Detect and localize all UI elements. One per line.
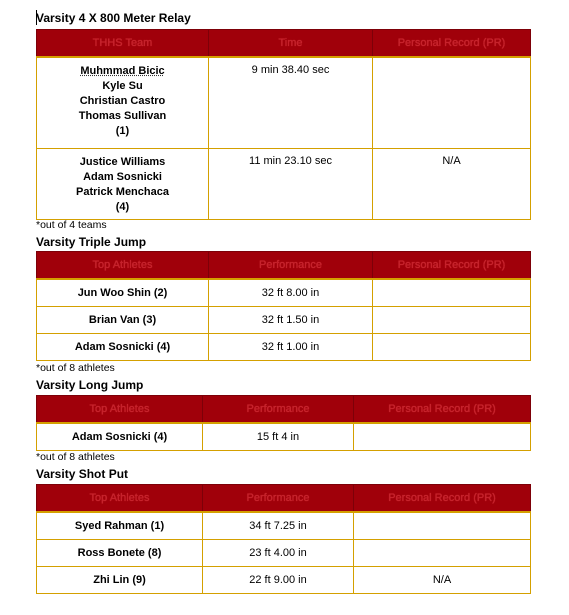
pr-cell [373, 333, 531, 360]
relay-time-cell: 9 min 38.40 sec [209, 57, 373, 148]
table-row [37, 539, 531, 566]
shot-put-header-row [37, 485, 531, 513]
long-jump-title: Varsity Long Jump [36, 378, 144, 392]
shot-put-header-performance: Performance [203, 485, 354, 513]
triple-jump-title: Varsity Triple Jump [36, 235, 147, 249]
pr-cell [373, 279, 531, 306]
performance-cell: 15 ft 4 in [203, 423, 354, 450]
triple-jump-header-performance: Performance [209, 252, 373, 280]
relay-team-cell [37, 57, 209, 148]
relay-note: *out of 4 teams [36, 219, 107, 231]
shot-put-title: Varsity Shot Put [36, 467, 129, 481]
long-jump-table [36, 395, 531, 451]
table-row [37, 279, 531, 306]
relay-title: Varsity 4 X 800 Meter Relay [36, 11, 191, 25]
long-jump-header-pr: Personal Record (PR) [354, 396, 531, 424]
athlete-cell: Adam Sosnicki (4) [37, 423, 203, 450]
pr-cell [373, 306, 531, 333]
performance-cell: 32 ft 8.00 in [209, 279, 373, 306]
shot-put-header-athletes: Top Athletes [37, 485, 203, 513]
relay-time-cell: 11 min 23.10 sec [209, 148, 373, 219]
triple-jump-table [36, 251, 531, 361]
relay-team-cell [37, 148, 209, 219]
triple-jump-header-pr: Personal Record (PR) [373, 252, 531, 280]
athlete-name: Adam Sosnicki [83, 170, 162, 183]
shot-put-header-pr: Personal Record (PR) [354, 485, 531, 513]
table-row [37, 333, 531, 360]
long-jump-note: *out of 8 athletes [36, 451, 115, 463]
athlete-cell: Zhi Lin (9) [37, 566, 203, 593]
table-row [37, 306, 531, 333]
triple-jump-note: *out of 8 athletes [36, 362, 115, 374]
performance-cell: 23 ft 4.00 in [203, 539, 354, 566]
performance-cell: 32 ft 1.50 in [209, 306, 373, 333]
relay-header-row [37, 30, 531, 58]
long-jump-header-row [37, 396, 531, 424]
relay-table [36, 29, 531, 220]
pr-cell [354, 423, 531, 450]
triple-jump-header-row [37, 252, 531, 280]
pr-cell [354, 539, 531, 566]
athlete-name: Justice Williams [79, 155, 166, 168]
table-row [37, 57, 531, 148]
team-place: (1) [115, 125, 130, 137]
athlete-cell: Adam Sosnicki (4) [37, 333, 209, 360]
athlete-name: Thomas Sullivan [78, 110, 167, 122]
table-row [37, 423, 531, 450]
relay-header-time: Time [209, 30, 373, 58]
athlete-cell: Brian Van (3) [37, 306, 209, 333]
performance-cell: 22 ft 9.00 in [203, 566, 354, 593]
athlete-cell: Ross Bonete (8) [37, 539, 203, 566]
athlete-cell: Syed Rahman (1) [37, 512, 203, 539]
athlete-name: Kyle Su [102, 80, 143, 92]
performance-cell: 34 ft 7.25 in [203, 512, 354, 539]
athlete-name: Muhmmad Bicic [80, 65, 165, 77]
relay-header-pr: Personal Record (PR) [373, 30, 531, 58]
athlete-name: Patrick Menchaca [76, 185, 169, 198]
shot-put-table [36, 484, 531, 594]
performance-cell: 32 ft 1.00 in [209, 333, 373, 360]
table-row [37, 512, 531, 539]
long-jump-header-athletes: Top Athletes [37, 396, 203, 424]
long-jump-header-performance: Performance [203, 396, 354, 424]
relay-pr-cell: N/A [373, 148, 531, 219]
table-row [37, 148, 531, 219]
pr-cell [354, 512, 531, 539]
team-place: (4) [115, 200, 130, 213]
triple-jump-header-athletes: Top Athletes [37, 252, 209, 280]
pr-cell: N/A [354, 566, 531, 593]
athlete-name: Christian Castro [79, 95, 166, 107]
table-row [37, 566, 531, 593]
athlete-cell: Jun Woo Shin (2) [37, 279, 209, 306]
relay-header-team: THHS Team [37, 30, 209, 58]
relay-pr-cell [373, 57, 531, 148]
